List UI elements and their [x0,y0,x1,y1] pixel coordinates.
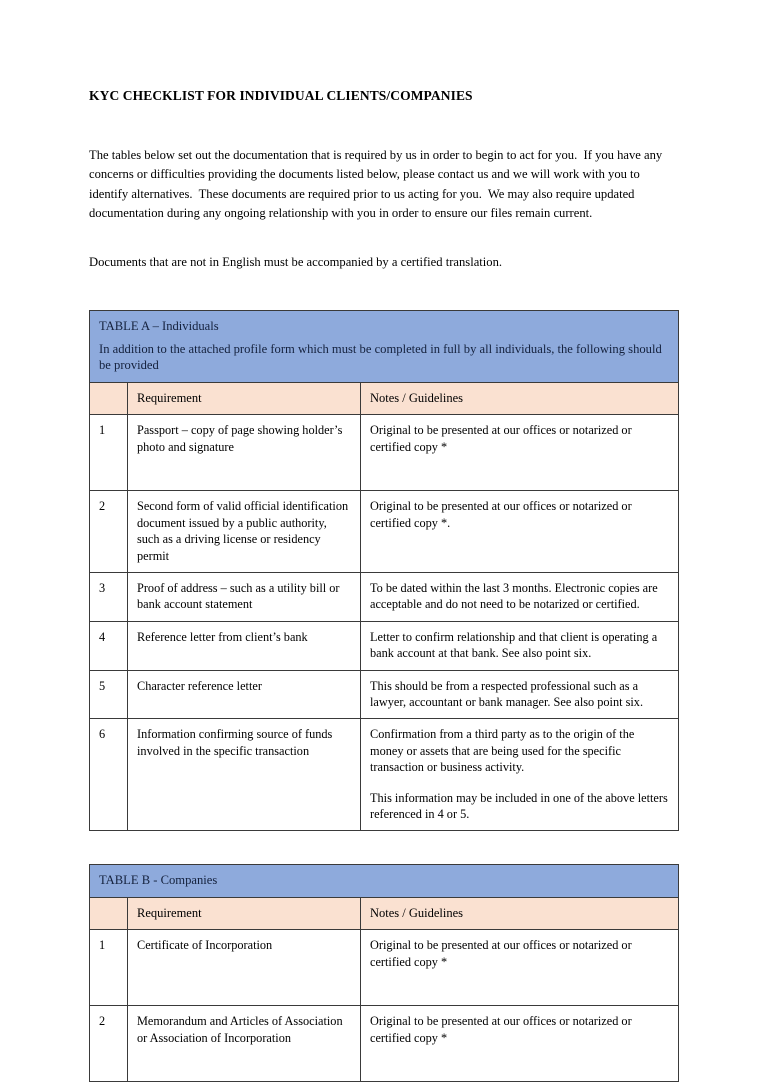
table-row [90,491,679,573]
spacer-before-table-a [89,273,679,310]
spacer-between-tables [89,831,679,864]
table-a-header-number [90,382,128,414]
table-row [90,1006,679,1082]
table-b-banner-row [90,865,679,897]
row-requirement: Certificate of Incorporation [128,930,361,1006]
row-number: 6 [90,719,128,831]
note-paragraph: This should be from a respected professional such as a lawyer, accountant or bank manager. See also point six. [370,678,644,709]
row-notes [361,930,679,1006]
table-b [89,864,679,1082]
table-row [90,621,679,670]
spacer-after-title [89,104,679,146]
table-row [90,719,679,831]
table-b-header-number [90,897,128,929]
table-a [89,310,679,832]
table-a-banner-subtitle: In addition to the attached profile form which must be completed in full by all individuals, the following should be provided [99,342,662,373]
note-paragraph: This information may be included in one of the above letters referenced in 4 or 5. [370,790,668,821]
row-requirement: Information confirming source of funds involved in the specific transaction [128,719,361,831]
row-number: 2 [90,1006,128,1082]
table-a-header-row [90,382,679,414]
document-content [89,88,679,1082]
table-a-banner [90,310,679,382]
row-notes [361,415,679,491]
table-a-banner-row [90,310,679,382]
spacer-after-intro [89,223,679,253]
intro-paragraph: The tables below set out the documentation that is required by us in order to begin to act for you. If you have any concerns or difficulties providing the documents listed below, please contact us and we will work with you to identify alternatives. These documents are required prior to us acting for you. We may also require updated documentation during any ongoing relationship with you in order to ensure our files remain current. [89,148,666,221]
row-requirement: Reference letter from client’s bank [128,621,361,670]
table-row [90,670,679,719]
table-b-header-requirement: Requirement [128,897,361,929]
row-requirement: Second form of valid official identification document issued by a public authority, such as a driving license or residency permit [128,491,361,573]
table-row [90,930,679,1006]
row-notes [361,621,679,670]
translation-note-paragraph: Documents that are not in English must be accompanied by a certified translation. [89,255,503,270]
row-number: 4 [90,621,128,670]
note-paragraph: Confirmation from a third party as to the origin of the money or assets that are being used for the specific transaction or business activity. [370,727,635,775]
table-b-banner-title: TABLE B - Companies [99,873,218,888]
table-b-banner [90,865,679,897]
row-requirement: Character reference letter [128,670,361,719]
note-paragraph: Original to be presented at our offices or notarized or certified copy *. [370,499,632,530]
row-notes [361,491,679,573]
table-row [90,415,679,491]
table-row [90,572,679,621]
table-b-header-notes: Notes / Guidelines [361,897,679,929]
note-paragraph: To be dated within the last 3 months. Electronic copies are acceptable and do not need to be notarized or certified. [370,580,658,612]
note-paragraph: Original to be presented at our offices or notarized or certified copy * [370,423,632,454]
row-requirement: Passport – copy of page showing holder’s photo and signature [128,415,361,491]
row-notes [361,719,679,831]
row-notes [361,1006,679,1082]
row-requirement: Memorandum and Articles of Association or Association of Incorporation [128,1006,361,1082]
row-number: 5 [90,670,128,719]
row-number: 3 [90,572,128,621]
table-a-header-requirement: Requirement [128,382,361,414]
row-number: 1 [90,415,128,491]
page-title: KYC CHECKLIST FOR INDIVIDUAL CLIENTS/COMPANIES [89,88,473,103]
row-number: 2 [90,491,128,573]
row-notes [361,572,679,621]
row-requirement: Proof of address – such as a utility bill or bank account statement [128,572,361,621]
row-number: 1 [90,930,128,1006]
table-a-header-notes: Notes / Guidelines [361,382,679,414]
note-paragraph: Original to be presented at our offices or notarized or certified copy * [370,938,632,969]
note-paragraph: Letter to confirm relationship and that client is operating a bank account at that bank. See also point six. [370,629,658,661]
table-a-banner-title: TABLE A – Individuals [99,318,219,333]
note-paragraph: Original to be presented at our offices or notarized or certified copy * [370,1014,632,1045]
table-b-header-row [90,897,679,929]
row-notes [361,670,679,719]
